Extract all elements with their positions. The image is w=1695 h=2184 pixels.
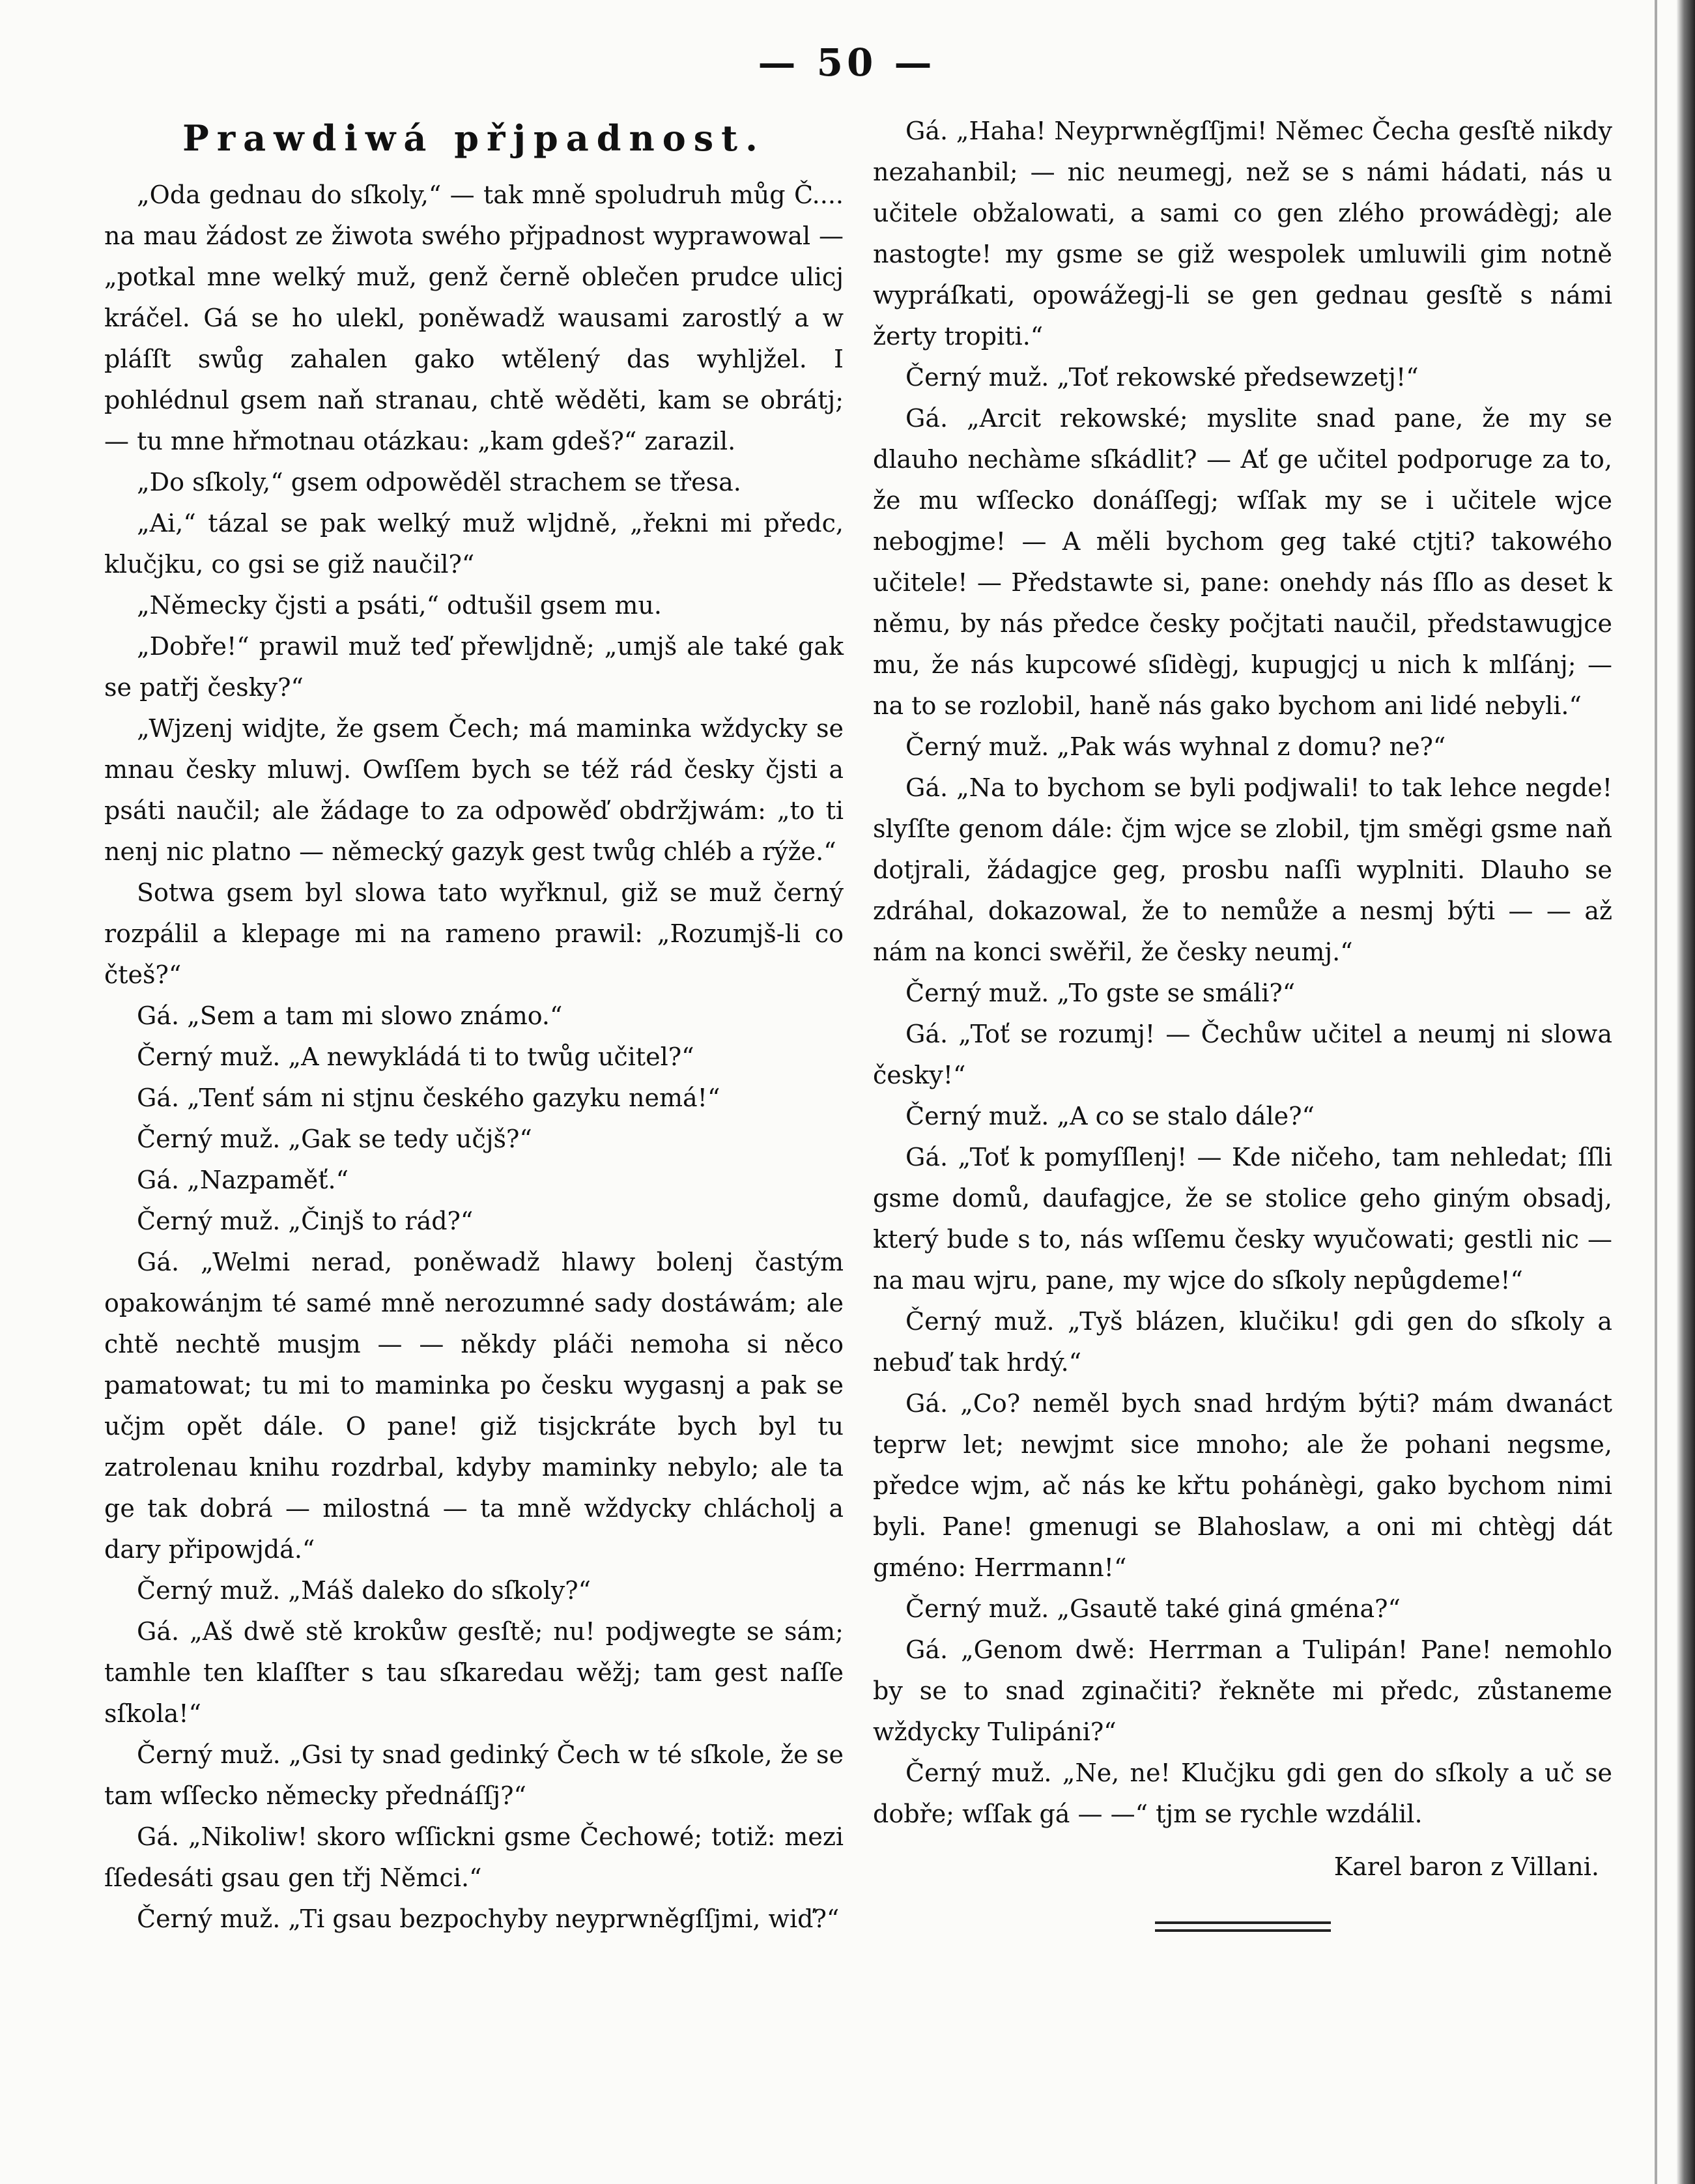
dialogue-line: Gá. „Genom dwě: Herrman a Tulipán! Pane! nemohlo by se to snad zginačiti? řekněte mi předc, zůstaneme wždycky Tulipáni?“: [873, 1635, 1612, 1746]
paragraph: „Ai,“ tázal se pak welký muž wljdně, „řekni mi předc, klučjku, co gsi se giž naučil?“: [104, 509, 844, 579]
dialogue-line: Černý muž. „Ne, ne! Klučjku gdi gen do sſkoly a uč se dobře; wſſak gá — —“ tjm se rychle wzdálil.: [873, 1759, 1612, 1828]
dialogue-line: Gá. „Aš dwě stě krokůw gesſtě; nu! podjwegte se sám; tamhle ten klaſſter s tau sſkaredau wěžj; tam gest naſſe sſkola!“: [104, 1617, 844, 1728]
dialogue-line: Černý muž. „Gsautě také giná gména?“: [905, 1594, 1401, 1623]
dialogue-line: Černý muž. „Pak wás wyhnal z domu? ne?“: [905, 732, 1446, 761]
dialogue-line: Gá. „Nazpaměť.“: [137, 1166, 349, 1194]
dialogue-line: Gá. „Tenť sám ni stjnu českého gazyku nemá!“: [137, 1084, 720, 1112]
dialogue-line: Gá. „Nikoliw! skoro wſſickni gsme Čechowé; totiž: mezi ſſedesáti gsau gen třj Němci.“: [104, 1822, 844, 1892]
dialogue-line: Černý muž. „A newykládá ti to twůg učitel?“: [137, 1042, 694, 1071]
dialogue-line: Gá. „Toť k pomyſſlenj! — Kde ničeho, tam nehledat; ſſli gsme domů, daufagjce, že se stolice geho giným obsadj, který bude s to, nás wſſemu česky wyučowati; gestli nic — na mau wjru, pane, my wjce do sſkoly nepůgdeme!“: [873, 1143, 1612, 1295]
dialogue-line: Gá. „Na to bychom se byli podjwali! to tak lehce negde! slyſſte genom dále: čjm wjce se zlobil, tjm směgi gsme naň dotjrali, žádagjce geg, prosbu naſſi wyplniti. Dlauho se zdráhal, dokazowal, že to nemůže a nesmj býti — — až nám na konci swěřil, že česky neumj.“: [873, 773, 1612, 966]
paragraph: „Německy čjsti a psáti,“ odtušil gsem mu.: [137, 591, 662, 620]
dialogue-line: Černý muž. „Ti gsau bezpochyby neyprwněgſſjmi, wiď?“: [137, 1904, 840, 1933]
paragraph: „Oda gednau do sſkoly,“ — tak mně spoludruh můg Č.... na mau žádost ze žiwota swého přjpadnost wyprawowal — „potkal mne welký muž, genž černě oblečen prudce ulicj kráčel. Gá se ho ulekl, poněwadž wausami zarostlý a w pláſſt swůg zahalen gako wtělený das wyhljžel. I pohlédnul gsem naň stranau, chtě wěděti, kam se obrátj; — tu mne hřmotnau otázkau: „kam gdeš?“ zarazil.: [104, 180, 844, 455]
dialogue-line: Gá. „Haha! Neyprwněgſſjmi! Němec Čecha gesſtě nikdy nezahanbil; — nic neumegj, než se s námi hádati, nás u učitele obžalowati, a sami co gen zlého prowádègj; ale nastogte! my gsme se giž wespolek umluwili gim notně wypráſkati, opowážegj-li se gen gednau gesſtě s námi žerty tropiti.“: [873, 117, 1612, 351]
paragraph: „Dobře!“ prawil muž teď přewljdně; „umjš ale také gak se patřj česky?“: [104, 632, 844, 702]
dialogue-line: Černý muž. „To gste se smáli?“: [905, 979, 1296, 1007]
paragraph: „Wjzenj widjte, že gsem Čech; má maminka wždycky se mnau česky mluwj. Owſſem bych se též rád česky čjsti a psáti naučil; ale žádage to za odpowěď obdržjwám: „to ti nenj nic platno — německý gazyk gest twůg chléb a rýže.“: [104, 714, 844, 866]
right-column: [873, 111, 1612, 1932]
paragraph: „Do sſkoly,“ gsem odpowěděl strachem se třesa.: [137, 468, 741, 496]
dialogue-line: Černý muž. „Gsi ty snad gedinký Čech w té sſkole, že se tam wſſecko německy přednáſſj?“: [104, 1740, 844, 1810]
author-signature: Karel baron z Villani.: [1333, 1852, 1599, 1881]
dialogue-line: Černý muž. „A co se stalo dále?“: [905, 1102, 1315, 1130]
dialogue-line: Gá. „Sem a tam mi slowo známo.“: [137, 1001, 563, 1030]
dialogue-line: Černý muž. „Gak se tedy učjš?“: [137, 1125, 532, 1153]
dialogue-line: Gá. „Co? neměl bych snad hrdým býti? mám dwanáct teprw let; newjmt sice mnoho; ale že pohani negsme, předce wjm, ač nás ke křtu pohánègi, gako bychom nimi byli. Pane! gmenugi se Blahoslaw, a oni mi chtègj dát gméno: Herrmann!“: [873, 1389, 1612, 1582]
dialogue-line: Černý muž. „Činjš to rád?“: [137, 1207, 474, 1235]
page-edge-shadow: [1677, 0, 1695, 2184]
end-rule: [1155, 1929, 1331, 1932]
dialogue-line: Černý muž. „Toť rekowské předsewzetj!“: [905, 363, 1419, 392]
paragraph: Sotwa gsem byl slowa tato wyřknul, giž se muž černý rozpálil a klepage mi na rameno prawil: „Rozumjš-li co čteš?“: [104, 878, 844, 989]
dialogue-line: Gá. „Arcit rekowské; myslite snad pane, že my se dlauho nechàme sſkádlit? — Ať ge učitel podporuge za to, že mu wſſecko donáſſegj; wſſak my se i učitele wjce nebogjme! — A měli bychom geg také ctjti? takowého učitele! — Předstawte si, pane: onehdy nás ſſlo as deset k němu, by nás předce česky počjtati naučil, předstawugjce mu, že nás kupcowé sſidègj, kupugjcj u nich k mlſánj; — na to se rozlobil, haně nás gako bychom ani lidé nebyli.“: [873, 404, 1612, 720]
dialogue-line: Gá. „Toť se rozumj! — Čechůw učitel a neumj ni slowa česky!“: [873, 1020, 1612, 1089]
dialogue-line: Černý muž. „Máš daleko do sſkoly?“: [137, 1576, 591, 1605]
end-rule: [1155, 1921, 1331, 1924]
article-title: Prawdiwá přjpadnost.: [182, 117, 765, 159]
page-number: — 50 —: [758, 40, 936, 85]
page-border-line: [1655, 0, 1657, 2184]
dialogue-line: Gá. „Welmi nerad, poněwadž hlawy bolenj častým opakowánjm té samé mně nerozumné sady dostáwám; ale chtě nechtě musjm — — někdy pláči nemoha si něco pamatowat; tu mi to maminka po česku wygasnj a pak se učjm opět dále. O pane! giž tisjckráte bych byl tu zatrolenau knihu rozdrbal, kdyby maminky nebylo; ale ta ge tak dobrá — milostná — ta mně wždycky chlácholj a dary připowjdá.“: [104, 1248, 844, 1564]
left-column: [104, 111, 844, 1940]
dialogue-line: Černý muž. „Tyš blázen, klučiku! gdi gen do sſkoly a nebuď tak hrdý.“: [873, 1307, 1612, 1377]
